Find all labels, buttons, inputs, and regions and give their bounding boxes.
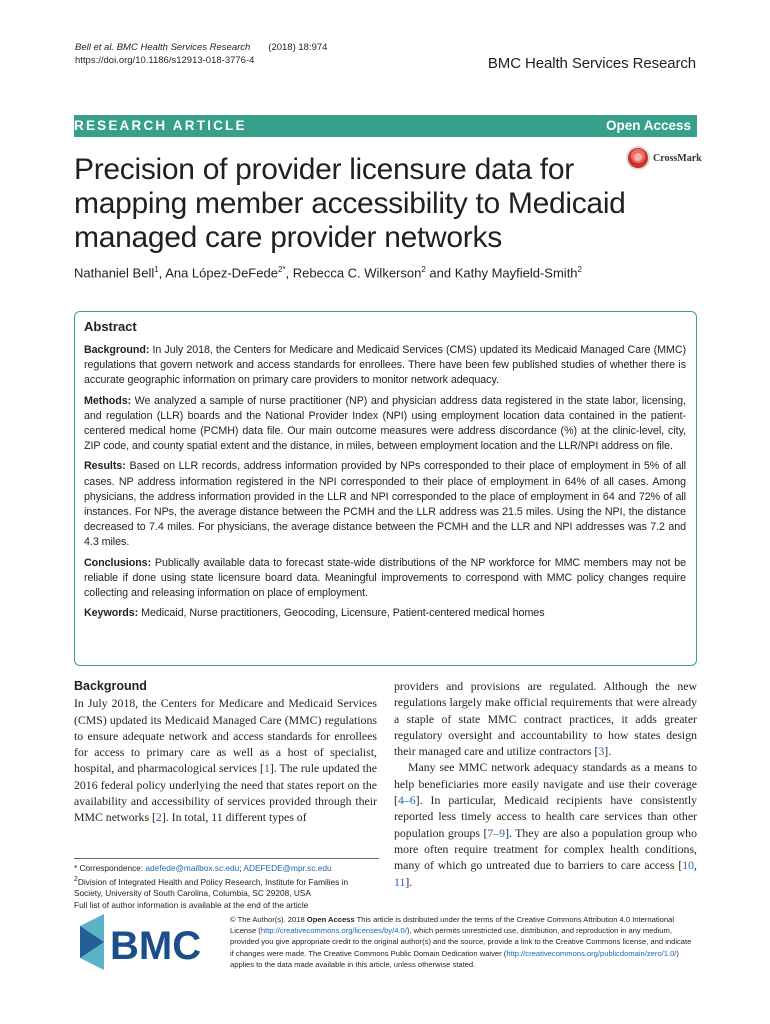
body-column-right xyxy=(394,678,697,890)
abstract-text: Based on LLR records, address information provided by NPs corresponded to their place of employment in 5% of all cases. NP address information registered in the NPI corresponded to their place of employment in 64% of all cases. Among physicians, the address information provided in the LLR and NPI corresponded to the place of employment in 64 and 72% of all instances. For NPs, the average distance between the PCMH and the LLR address was 21.5 miles. Using the NPI, the distance decreased to 7.4 miles. For physicians, the average distance between the PCMH and the LLR and NPI addresses was 7.2 and 4.3 miles. xyxy=(84,460,686,549)
citation-authors: Bell et al. xyxy=(75,42,115,53)
author-name[interactable]: Kathy Mayfield-Smith xyxy=(454,265,578,281)
citation-line xyxy=(75,41,327,54)
body-text: Many see MMC network adequacy standards as a means to help beneficiaries more easily navigate and use their coverage [ xyxy=(394,760,697,808)
body-text: In July 2018, the Centers for Medicare and Medicaid Services (CMS) updated its Medicaid Managed Care (MMC) regulations to ensure adequate network and access standards for enrollees for access to primary care as well as a host of specialist, hospital, and pharmacological services [ xyxy=(74,696,377,776)
citation-link[interactable]: 11 xyxy=(394,874,406,889)
license-statement xyxy=(230,914,697,970)
email-separator: ; xyxy=(239,863,244,873)
full-author-info-note: Full list of author information is available at the end of the article xyxy=(74,899,309,910)
abstract-box xyxy=(74,311,697,666)
abstract-label: Conclusions: xyxy=(84,556,152,569)
affiliation-sup: 2 xyxy=(74,876,78,884)
abstract-methods xyxy=(84,394,686,455)
license-text: ) applies to the data made available in this article, unless otherwise stated. xyxy=(230,948,679,969)
correspondence-line xyxy=(74,863,379,874)
body-text: ]. xyxy=(405,874,413,889)
body-paragraph xyxy=(74,695,377,825)
license-text: © The Author(s). 2018 xyxy=(230,915,307,924)
open-access-bold: Open Access xyxy=(306,915,355,924)
affiliation-text: Division of Integrated Health and Policy Research, Institute for Families in Society, University of South Carolina, Columbia, SC 29208, USA xyxy=(74,877,349,899)
body-text: ]. The rule updated the 2016 federal policy underlying the need that states report on the availability and accessibility of services provided through their MMC networks [ xyxy=(74,761,377,825)
author-affiliation-sup: 2* xyxy=(277,265,286,274)
author-name[interactable]: Ana López-DeFede xyxy=(165,265,278,281)
citation-link[interactable]: 4–6 xyxy=(397,793,416,808)
author-separator: and xyxy=(425,265,455,281)
author-affiliation-sup: 2 xyxy=(421,265,426,274)
author-separator: , xyxy=(285,265,293,281)
article-type-banner xyxy=(74,115,697,137)
citation-header xyxy=(75,41,327,67)
body-column-left xyxy=(74,678,377,826)
abstract-label: Background: xyxy=(84,344,150,356)
citation-link[interactable]: 1 xyxy=(263,761,270,776)
abstract-text: Publically available data to forecast state-wide distributions of the NP workforce for MMC members may not be reliable if done using state licensure board data. Meaningful improvements to correspond with MMC policy changes require collecting and releasing information on place of employment. xyxy=(84,556,686,600)
email-link[interactable]: ADEFEDE@mpr.sc.edu xyxy=(243,863,332,873)
crossmark-badge[interactable] xyxy=(626,146,702,170)
body-text: ]. In particular, Medicaid recipients have consistently reported less timely access to health care services than other population groups [ xyxy=(394,793,697,840)
license-text: ), which permits unrestricted use, distribution, and reproduction in any medium, provided you give appropriate credit to the original author(s) and the source, provide a link to the Creative Commons license, and indicate if changes were made. The Creative Commons Public Domain Dedication waiver ( xyxy=(230,926,692,958)
body-text: ]. They are also a population group who more often require treatment for complex health conditions, many of which go untreated due to barriers to care access [ xyxy=(394,825,697,873)
body-text: ]. In total, 11 different types of xyxy=(161,810,307,825)
body-paragraph xyxy=(394,678,697,759)
abstract-label: Keywords: xyxy=(84,607,139,620)
abstract-keywords xyxy=(84,606,686,621)
author-list xyxy=(74,265,582,280)
bmc-logo-text: BMC xyxy=(110,924,202,968)
author-affiliation-sup: 1 xyxy=(154,265,159,274)
section-heading: Background xyxy=(74,679,147,693)
author-affiliation-sup: 2 xyxy=(577,265,582,274)
abstract-label: Results: xyxy=(84,460,126,473)
author-separator: , xyxy=(158,265,166,281)
open-access-label: Open Access xyxy=(605,118,691,133)
license-text: This article is distributed under the terms of the Creative Commons Attribution 4.0 International License ( xyxy=(230,915,675,936)
abstract-text: In July 2018, the Centers for Medicare and Medicaid Services (CMS) updated its Medicaid Managed Care (MMC) regulations that govern network and access standards for enrollees. There have been few published studies of whether there is accurate geographic information on primary care providers to monitor network adequacy. xyxy=(84,344,686,387)
abstract-background xyxy=(84,343,686,389)
abstract-conclusions xyxy=(84,556,686,602)
bmc-logo xyxy=(78,912,218,974)
citation-link[interactable]: 10 xyxy=(682,858,695,873)
affiliation-line xyxy=(74,874,379,899)
body-text: ]. xyxy=(604,744,612,759)
correspondence-label: * Correspondence: xyxy=(74,863,146,873)
crossmark-label: CrossMark xyxy=(653,152,702,164)
citation-link[interactable]: 7–9 xyxy=(487,825,506,840)
abstract-text: We analyzed a sample of nurse practitioner (NP) and physician address data registered in the state labor, licensing, and regulation (LLR) boards and the National Provider Index (NPI) using employment location data contained in the patient-centered medical home (PCMH) data file. Our main outcome measures were address discordance (%) at the clinic-level, city, ZIP code, and county spatial extent and the distance, in miles, between employment location and the LLR/NPI address on file. xyxy=(84,394,686,453)
body-paragraph xyxy=(394,759,697,889)
citation-link[interactable]: 3 xyxy=(598,744,605,759)
body-text: providers and provisions are regulated. Although the new regulations largely make official requirements that were already a staple of state MMC contract practices, it adds greater regulatory oversight and accountability to how states design their managed care and utilize contractors [ xyxy=(394,679,697,759)
article-type-label: RESEARCH ARTICLE xyxy=(74,118,247,133)
correspondence-footnote xyxy=(74,858,379,911)
email-link[interactable]: adefede@mailbox.sc.edu xyxy=(145,863,240,873)
citation-link[interactable]: 2 xyxy=(155,810,162,825)
license-link[interactable]: http://creativecommons.org/publicdomain/zero/1.0/ xyxy=(506,948,677,958)
author-name[interactable]: Rebecca C. Wilkerson xyxy=(292,265,422,281)
abstract-text: Medicaid, Nurse practitioners, Geocoding, Licensure, Patient-centered medical homes xyxy=(138,607,545,620)
article-title: Precision of provider licensure data for mapping member accessibility to Medicaid managed care provider networks xyxy=(74,153,626,254)
journal-brand: BMC Health Services Research xyxy=(487,55,696,72)
journal-name: BMC Health Services Research xyxy=(116,42,251,53)
year-volume: (2018) 18:974 xyxy=(268,42,328,53)
abstract-results xyxy=(84,459,686,550)
doi-link[interactable]: https://doi.org/10.1186/s12913-018-3776-4 xyxy=(75,55,255,66)
license-link[interactable]: http://creativecommons.org/licenses/by/4.0/ xyxy=(260,926,407,936)
body-text: , xyxy=(694,858,697,873)
abstract-label: Methods: xyxy=(84,394,132,407)
abstract-heading: Abstract xyxy=(84,319,137,334)
author-name[interactable]: Nathaniel Bell xyxy=(74,265,155,281)
